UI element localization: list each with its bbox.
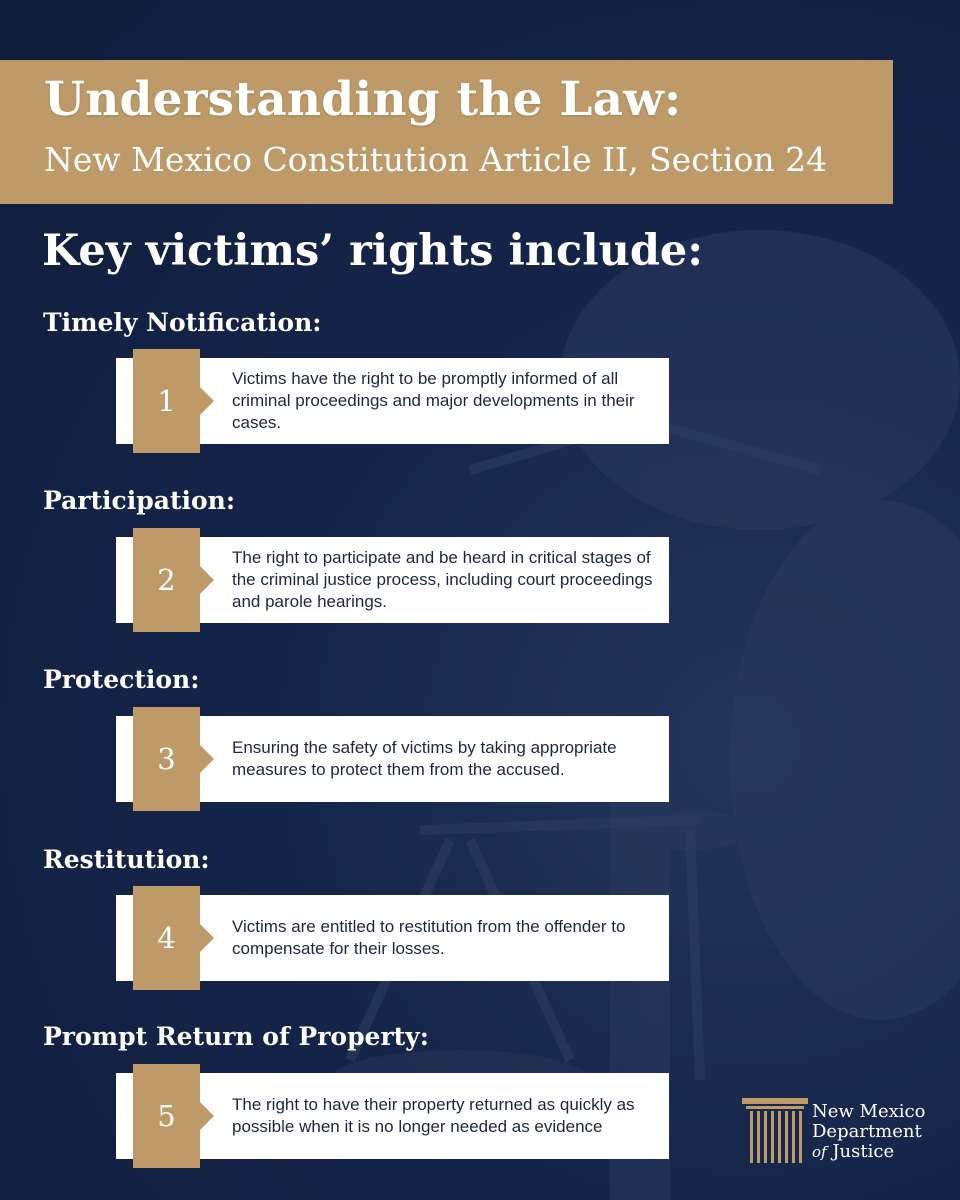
right-title-prompt-return-of-property: Prompt Return of Property:: [43, 1022, 429, 1051]
logo-line-2: Department: [812, 1121, 922, 1142]
right-title-protection: Protection:: [43, 665, 200, 694]
right-description: Victims have the right to be promptly informed of all criminal proceedings and major developments in their cases.: [232, 369, 635, 432]
right-description: Ensuring the safety of victims by taking appropriate measures to protect them from the accused.: [232, 738, 617, 779]
right-title-restitution: Restitution:: [43, 845, 210, 874]
section-heading: Key victims’ rights include:: [42, 226, 704, 276]
right-card-1: [116, 358, 669, 444]
right-card-4: [116, 895, 669, 981]
right-title-timely-notification: Timely Notification:: [43, 308, 322, 337]
banner-subtitle: New Mexico Constitution Article II, Section 24: [44, 140, 828, 179]
organization-logo-text: [812, 1102, 925, 1162]
right-description: Victims are entitled to restitution from the offender to compensate for their losses.: [232, 917, 626, 958]
logo-line-3: [812, 1142, 925, 1162]
right-description: The right to participate and be heard in critical stages of the criminal justice process, including court proceedings and parole hearings.: [232, 548, 653, 611]
logo-of: of: [812, 1143, 827, 1161]
logo-justice: Justice: [832, 1141, 895, 1162]
right-card-3: [116, 716, 669, 802]
number-badge: 2: [133, 528, 200, 632]
right-title-participation: Participation:: [43, 486, 236, 515]
courthouse-columns-icon: [742, 1098, 812, 1166]
logo-line-1: New Mexico: [812, 1101, 926, 1122]
number-badge: 1: [133, 349, 200, 453]
right-card-2: [116, 537, 669, 623]
right-description: The right to have their property returned as quickly as possible when it is no longer needed as evidence: [232, 1095, 635, 1136]
number-badge: 5: [133, 1064, 200, 1168]
banner-title: Understanding the Law:: [44, 72, 682, 127]
number-badge: 4: [133, 886, 200, 990]
right-card-5: [116, 1073, 669, 1159]
number-badge: 3: [133, 707, 200, 811]
